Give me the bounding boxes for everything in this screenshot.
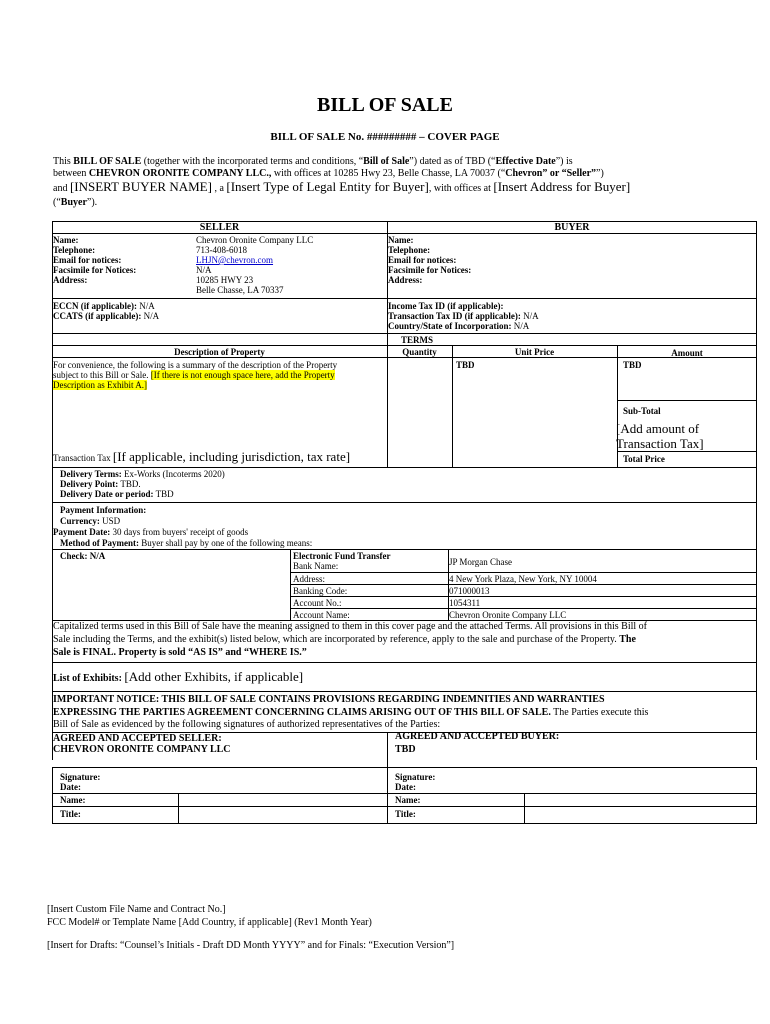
seller-values	[196, 235, 313, 295]
divider	[52, 502, 757, 503]
buyer-signature-field[interactable]: Signature:	[395, 772, 436, 782]
footer-line-1: [Insert Custom File Name and Contract No.]	[47, 904, 226, 915]
bank-address-label: Address:	[293, 574, 325, 584]
divider	[290, 549, 291, 621]
transaction-tax-row: Transaction Tax [If applicable, including jurisdiction, tax rate]	[53, 449, 351, 464]
divider	[617, 400, 757, 401]
document-title: BILL OF SALE	[317, 94, 453, 116]
buyer-signature-header: AGREED AND ACCEPTED BUYER: TBD	[395, 731, 560, 755]
export-buyer: Income Tax ID (if applicable): Transaction Tax ID (if applicable): N/A Country/State of Incorporation: N/A	[388, 301, 539, 331]
account-no-label: Account No.:	[293, 598, 342, 608]
account-name-label: Account Name:	[293, 610, 350, 620]
buyer-title-field[interactable]: Title:	[395, 809, 416, 819]
payment-currency: Currency: USD	[60, 516, 121, 526]
property-description: For convenience, the following is a summary of the description of the Property subject to this Bill or Sale. [If there is not enough space here, add the Property Description as Exhibit A.]	[53, 360, 338, 390]
bank-name-label: Bank Name:	[293, 561, 339, 571]
col-amount: Amount	[671, 348, 703, 358]
bank-code-value: 071000013	[449, 586, 490, 596]
divider	[52, 345, 757, 346]
seller-name-value: Chevron Oronite Company LLC	[196, 235, 314, 245]
export-seller: ECCN (if applicable): N/A CCATS (if applicable): N/A	[53, 301, 160, 321]
intro-line-4: (“Buyer”).	[53, 197, 98, 208]
seller-fax-value: N/A	[196, 265, 212, 275]
divider	[756, 767, 757, 824]
buyer-date-field[interactable]: Date:	[395, 782, 416, 792]
payment-info-label: Payment Information:	[60, 505, 147, 515]
divider	[452, 345, 453, 467]
bank-address-value: 4 New York Plaza, New York, NY 10004	[449, 574, 597, 584]
total-price-label: Total Price	[623, 454, 665, 464]
unit-price-value: TBD	[456, 360, 475, 370]
capitalized-terms: Capitalized terms used in this Bill of Sale have the meaning assigned to them in this cover page and the attached Terms. All provisions in this Bill of Sale including the Terms, and the exhibit(s) listed below, which are incorporated by reference, apply to the sale and purchase of the Property. The Sale is FINAL. Property is sold “AS IS” and “WHERE IS.”	[53, 621, 648, 658]
seller-date-field[interactable]: Date:	[60, 782, 81, 792]
divider	[290, 584, 757, 585]
divider	[178, 793, 179, 824]
col-quantity: Quantity	[402, 347, 437, 357]
subtotal-label: Sub-Total	[623, 406, 661, 416]
seller-signature-fields	[60, 772, 100, 792]
divider	[52, 549, 757, 550]
seller-address-line-1: 10285 HWY 23	[196, 275, 254, 285]
divider	[52, 333, 757, 334]
important-notice: IMPORTANT NOTICE: THIS BILL OF SALE CONTAINS PROVISIONS REGARDING INDEMNITIES AND WARRANTIES EXPRESSING THE PARTIES AGREEMENT CONCERNING CLAIMS ARISING OUT OF THIS BILL OF SALE. The Parties execute this Bill of Sale as evidenced by the following signatures of authorized representatives of the Parties:	[53, 694, 649, 730]
seller-address-line-2: Belle Chasse, LA 70337	[196, 285, 284, 295]
divider	[52, 823, 757, 824]
divider	[290, 608, 757, 609]
buyer-header: BUYER	[554, 222, 590, 233]
divider	[387, 345, 388, 467]
divider	[756, 620, 757, 760]
divider	[290, 572, 757, 573]
divider	[52, 806, 757, 807]
divider	[52, 767, 53, 824]
document-subtitle: BILL OF SALE No. ######### – COVER PAGE	[270, 131, 500, 143]
transaction-tax-amount: [Add amount of Transaction Tax]	[616, 421, 704, 451]
divider	[524, 793, 525, 824]
divider	[290, 596, 757, 597]
divider	[52, 233, 757, 234]
divider	[52, 662, 757, 663]
divider	[52, 298, 757, 299]
delivery-section: Delivery Terms: Ex-Works (Incoterms 2020) Delivery Point: TBD. Delivery Date or period: TBD	[60, 469, 225, 499]
divider	[617, 451, 757, 452]
buyer-signature-fields	[395, 772, 435, 792]
payment-date: Payment Date: 30 days from buyers' receipt of goods	[53, 527, 249, 537]
intro-line-2: between CHEVRON ORONITE COMPANY LLC., with offices at 10285 Hwy 23, Belle Chasse, LA 70037 (“Chevron” or “Seller””)	[53, 168, 604, 179]
payment-method: Method of Payment: Buyer shall pay by one of the following means:	[60, 538, 313, 548]
amount-value: TBD	[623, 360, 642, 370]
col-unit-price: Unit Price	[514, 347, 555, 357]
footer	[47, 904, 454, 951]
bank-code-label: Banking Code:	[293, 586, 348, 596]
divider	[387, 732, 388, 824]
check-option: Check: N/A	[60, 551, 106, 561]
buyer-labels: Name: Telephone: Email for notices: Facsimile for Notices: Address:	[388, 235, 472, 285]
seller-title-field[interactable]: Title:	[60, 809, 81, 819]
seller-email-link[interactable]: LHJN@chevron.com	[196, 255, 274, 265]
seller-signature-header: AGREED AND ACCEPTED SELLER: CHEVRON ORONITE COMPANY LLC	[53, 733, 231, 755]
footer-line-2: FCC Model# or Template Name [Add Country, if applicable] (Rev1 Month Year)	[47, 917, 372, 928]
exhibits-list: List of Exhibits: [Add other Exhibits, if applicable]	[53, 669, 304, 684]
seller-labels: Name: Telephone: Email for notices: Facsimile for Notices: Address:	[53, 235, 137, 285]
table-border-right	[756, 221, 757, 621]
footer-line-3: [Insert for Drafts: “Counsel’s Initials - Draft DD Month YYYY” and for Finals: “Execution Version”]	[47, 940, 455, 951]
bank-name-value: JP Morgan Chase	[449, 557, 512, 567]
divider	[52, 691, 757, 692]
divider	[52, 793, 757, 794]
seller-telephone-value: 713-408-6018	[196, 245, 247, 255]
seller-signature-field[interactable]: Signature:	[60, 772, 101, 782]
col-description: Description of Property	[174, 347, 265, 357]
account-no-value: 1054311	[449, 598, 481, 608]
buyer-name-field[interactable]: Name:	[395, 795, 421, 805]
intro-line-3: and [INSERT BUYER NAME] , a [Insert Type of Legal Entity for Buyer], with offices at [Insert Address for Buyer]	[53, 179, 631, 194]
account-name-value: Chevron Oronite Company LLC	[449, 610, 567, 620]
seller-name-field[interactable]: Name:	[60, 795, 86, 805]
terms-header: TERMS	[401, 335, 434, 345]
eft-label: Electronic Fund Transfer	[293, 551, 391, 561]
seller-header: SELLER	[199, 222, 240, 233]
divider	[52, 467, 757, 468]
intro-line-1: This BILL OF SALE (together with the incorporated terms and conditions, “Bill of Sale”) dated as of TBD (“Effective Date”) is	[53, 156, 573, 167]
divider	[52, 767, 757, 768]
